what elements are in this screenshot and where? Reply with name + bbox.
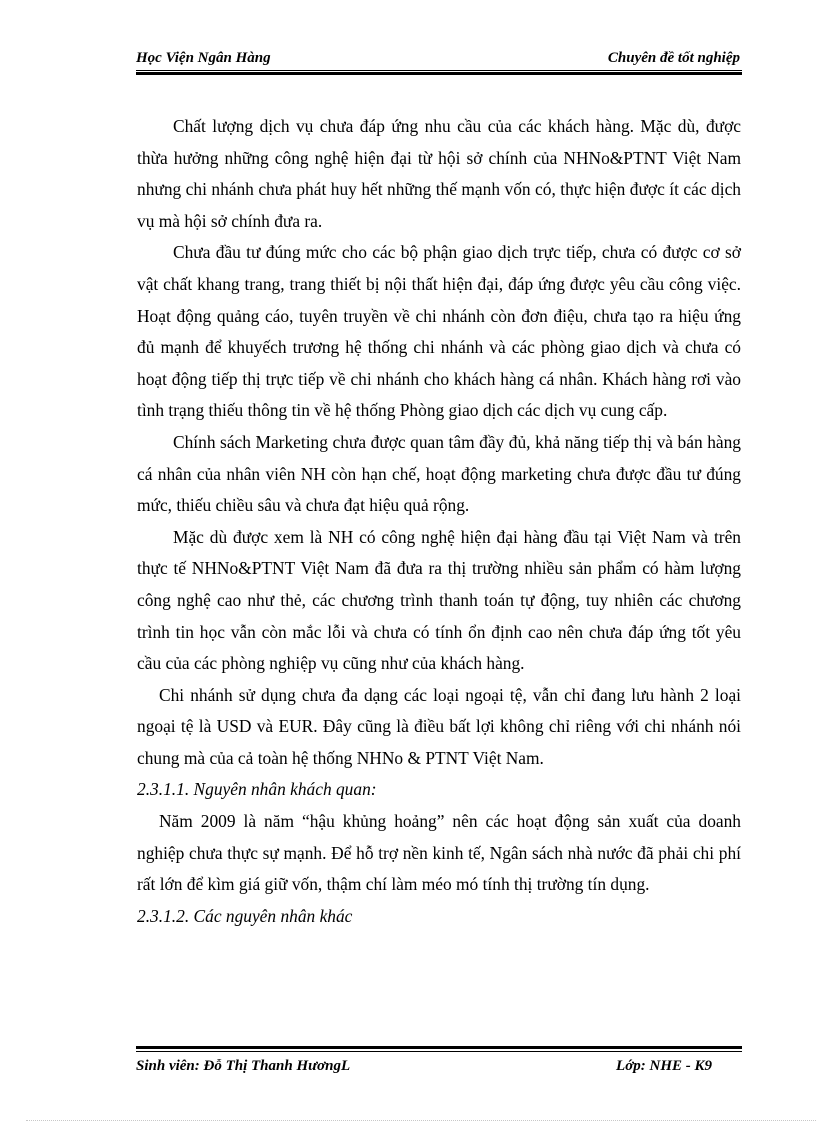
header-doc-type: Chuyên đề tốt nghiệp bbox=[607, 50, 740, 66]
section-heading-objective-causes: 2.3.1.1. Nguyên nhân khách quan: bbox=[137, 779, 377, 800]
paragraph-technology: Mặc dù được xem là NH có công nghệ hiện đại hàng đầu tại Việt Nam và trên thực tế NHNo&PTNT Việt Nam đã đưa ra thị trường nhiều sản phẩm có hàm lượng công nghệ cao như thẻ, các chương trình thanh toán tự động, tuy nhiên các chương trình tin học vẫn còn mắc lỗi và chưa có tính ổn định cao nên chưa đáp ứng tốt yêu cầu của các phòng nghiệp vụ cũng như của khách hàng. bbox=[137, 526, 741, 674]
page-header bbox=[136, 48, 742, 70]
paragraph-service-quality: Chất lượng dịch vụ chưa đáp ứng nhu cầu của các khách hàng. Mặc dù, được thừa hưởng những công nghệ hiện đại từ hội sở chính của NHNo&PTNT Việt Nam nhưng chi nhánh chưa phát huy hết những thế mạnh vốn có, thực hiện được ít các dịch vụ mà hội sở chính đưa ra. bbox=[137, 116, 741, 231]
paragraph-foreign-currency: Chi nhánh sử dụng chưa đa dạng các loại ngoại tệ, vẫn chỉ đang lưu hành 2 loại ngoại tệ là USD và EUR. Đây cũng là điều bất lợi không chỉ riêng với chi nhánh nói chung mà của cả toàn hệ thống NHNo & PTNT Việt Nam. bbox=[137, 684, 741, 768]
section-heading-other-causes: 2.3.1.2. Các nguyên nhân khác bbox=[137, 905, 353, 926]
footer-class: Lớp: NHE - K9 bbox=[616, 1058, 712, 1074]
footer-rule-thick bbox=[136, 1046, 742, 1049]
header-rule-thin bbox=[136, 70, 742, 71]
footer-student: Sinh viên: Đỗ Thị Thanh HươngL bbox=[136, 1058, 351, 1074]
header-institution: Học Viện Ngân Hàng bbox=[136, 50, 271, 66]
footer-rule-thin bbox=[136, 1051, 742, 1052]
paragraph-marketing: Chính sách Marketing chưa được quan tâm đầy đủ, khả năng tiếp thị và bán hàng cá nhân của nhân viên NH còn hạn chế, hoạt động marketing chưa được đầu tư đúng mức, thiếu chiều sâu và chưa đạt hiệu quả rộng. bbox=[137, 431, 741, 516]
header-rule-thick bbox=[136, 72, 742, 75]
page-footer bbox=[136, 1058, 742, 1080]
page-bottom-edge bbox=[26, 1120, 816, 1121]
document-body bbox=[137, 111, 741, 932]
paragraph-objective-causes: Năm 2009 là năm “hậu khủng hoảng” nên các hoạt động sản xuất của doanh nghiệp chưa thực sự mạnh. Để hỗ trợ nền kinh tế, Ngân sách nhà nước đã phải chi phí rất lớn để kìm giá giữ vốn, thậm chí làm méo mó tính thị trường tín dụng. bbox=[137, 811, 741, 895]
paragraph-investment: Chưa đầu tư đúng mức cho các bộ phận giao dịch trực tiếp, chưa có được cơ sở vật chất khang trang, trang thiết bị nội thất hiện đại, đáp ứng được yêu cầu công việc. Hoạt động quảng cáo, tuyên truyền về chi nhánh còn đơn điệu, chưa tạo ra hiệu ứng đủ mạnh để khuyếch trương hệ thống chi nhánh và các phòng giao dịch và chưa có hoạt động tiếp thị trực tiếp về chi nhánh cho khách hàng cá nhân. Khách hàng rơi vào tình trạng thiếu thông tin về hệ thống Phòng giao dịch các dịch vụ cung cấp. bbox=[137, 242, 741, 421]
